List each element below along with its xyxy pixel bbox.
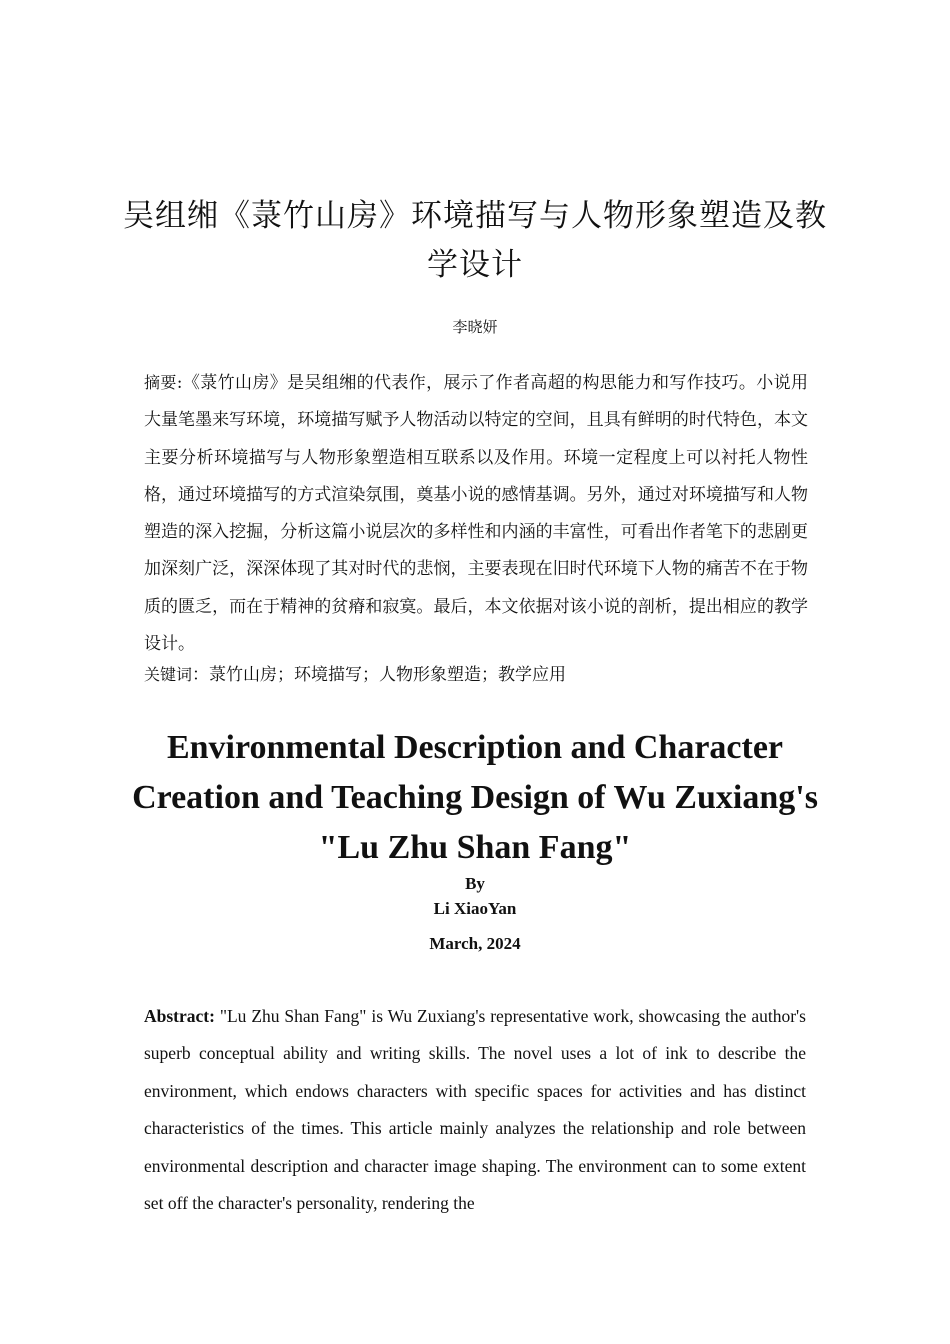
chinese-abstract-separator: : <box>176 373 183 393</box>
chinese-author: 李晓妍 <box>452 318 498 336</box>
chinese-abstract <box>144 364 808 663</box>
english-abstract-text: "Lu Zhu Shan Fang" is Wu Zuxiang's representative work, showcasing the author's superb conceptual ability and writing skills. The novel uses a lot of ink to describe the environment, which endows characters with specific spaces for activities and has distinct characteristics of the times. This article mainly analyzes the relationship and role between environmental description and character image shaping. The environment can to some extent set off the character's personality, rendering the <box>144 1006 806 1214</box>
english-title: Environmental Description and Character Creation and Teaching Design of Wu Zuxiang's "Lu Zhu Shan Fang" <box>132 729 818 866</box>
english-by-line: By <box>465 874 485 893</box>
english-author: Li XiaoYan <box>433 899 517 918</box>
chinese-keywords-separator: ： <box>192 665 210 685</box>
english-date: March, 2024 <box>429 934 521 953</box>
chinese-title: 吴组缃《菉竹山房》环境描写与人物形象塑造及教学设计 <box>123 198 827 283</box>
chinese-abstract-text: 《菉竹山房》是吴组缃的代表作，展示了作者高超的构思能力和写作技巧。小说用大量笔墨来写环境，环境描写赋予人物活动以特定的空间，且具有鲜明的时代特色，本文主要分析环境描写与人物形象塑造相互联系以及作用。环境一定程度上可以衬托人物性格，通过环境描写的方式渲染氛围，奠基小说的感情基调。另外，通过对环境描写和人物塑造的深入挖掘，分析这篇小说层次的多样性和内涵的丰富性，可看出作者笔下的悲剧更加深刻广泛，深深体现了其对时代的悲悯，主要表现在旧时代环境下人物的痛苦不在于物质的匮乏，而在于精神的贫瘠和寂寞。最后，本文依据对该小说的剖析，提出相应的教学设计。 <box>144 373 808 655</box>
chinese-keywords-text: 菉竹山房；环境描写；人物形象塑造；教学应用 <box>209 665 567 685</box>
chinese-keywords-label: 关键词 <box>144 665 193 684</box>
chinese-keywords <box>144 662 808 688</box>
chinese-abstract-label: 摘要 <box>144 373 177 392</box>
english-abstract <box>144 998 806 1222</box>
english-abstract-label: Abstract: <box>144 1006 215 1026</box>
